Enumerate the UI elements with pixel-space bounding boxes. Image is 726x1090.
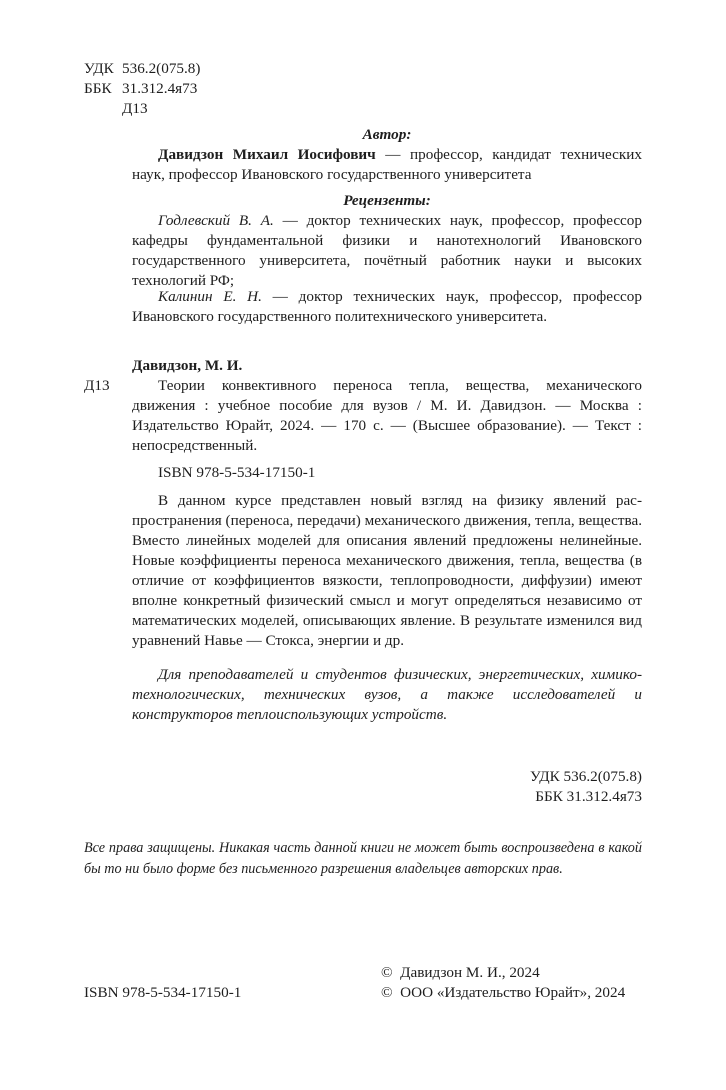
classification-right (400, 767, 642, 807)
author-mark-text: Д13 (122, 100, 148, 117)
abstract-body: В данном курсе представлен новый взгляд на физику явлений распространения (переноса, передачи) механического движения, тепла, вещества. Вместо линейных моделей для описания явлений предложены нелинейные. Новые коэффициенты переноса механического движения, тепла, вещества (в отличие от коэффициентов вязкости, теплопроводности, диффузии) имеют вполне конкретный физический смысл и могут определяться независимо от математических моделей, описывающих явление. В результате изменился вид уравнений Навье — Стокса, энергии и др. (132, 492, 642, 649)
bibliographic-heading: Давидзон, М. И. (132, 357, 243, 374)
abstract-audience: Для преподавателей и студентов физических, энергетических, химико-технологических, технических вузов, а также исследователей и конструкторов теплоиспользующих устройств. (132, 666, 642, 723)
reviewer-2-description: — доктор технических наук, профессор, профессор Ивановского государственного политехнического университета. (132, 288, 642, 325)
bbk-value: 31.312.4я73 (122, 80, 198, 97)
author-description: — профессор, кандидат технических наук, профессор Ивановского государственного университета (132, 146, 642, 183)
bbk-right: ББК 31.312.4я73 (535, 788, 642, 805)
udk-value: 536.2(075.8) (122, 60, 201, 77)
reviewer-2-name: Калинин Е. Н. (158, 288, 262, 305)
author-heading: Автор: (362, 126, 412, 143)
classification-block (84, 59, 244, 119)
udk-line (84, 59, 244, 79)
copyright-publisher: © ООО «Издательство Юрайт», 2024 (381, 984, 626, 1001)
reviewer-1-name: Годлевский В. А. (158, 212, 274, 229)
reviewers-heading: Рецензенты: (343, 192, 431, 209)
bibliographic-mark: Д13 (84, 377, 110, 394)
author-paragraph (132, 145, 642, 185)
reviewer-1-description: — доктор технических наук, профессор, профессор кафедры фундаментальной физики и нанотехнологий Ивановского государственного университета, почётный работник науки и высоких технологий РФ; (132, 212, 642, 289)
rights-notice: Все права защищены. Никакая часть данной книги не может быть воспроизведена в какой бы то ни было форме без письменного разрешения владельцев авторских прав. (84, 840, 642, 877)
bibliographic-isbn: ISBN 978-5-534-17150-1 (158, 464, 316, 481)
bbk-line (84, 79, 244, 99)
copyright-author: © Давидзон М. И., 2024 (381, 964, 540, 981)
reviewer-2 (132, 287, 642, 327)
udk-label: УДК (84, 60, 114, 77)
udk-right: УДК 536.2(075.8) (530, 768, 642, 785)
footer-isbn: ISBN 978-5-534-17150-1 (84, 984, 242, 1001)
reviewer-1 (132, 211, 642, 291)
bbk-label: ББК (84, 80, 112, 97)
author-name: Давидзон Михаил Иосифович (158, 146, 376, 163)
bibliographic-entry: Теории конвективного переноса тепла, вещества, механического движения : учебное пособие для вузов / М. И. Давидзон. — Москва : Издательство Юрайт, 2024. — 170 с. — (Высшее образование). — Текст : непосредственный. (132, 377, 642, 454)
author-mark (84, 99, 244, 119)
